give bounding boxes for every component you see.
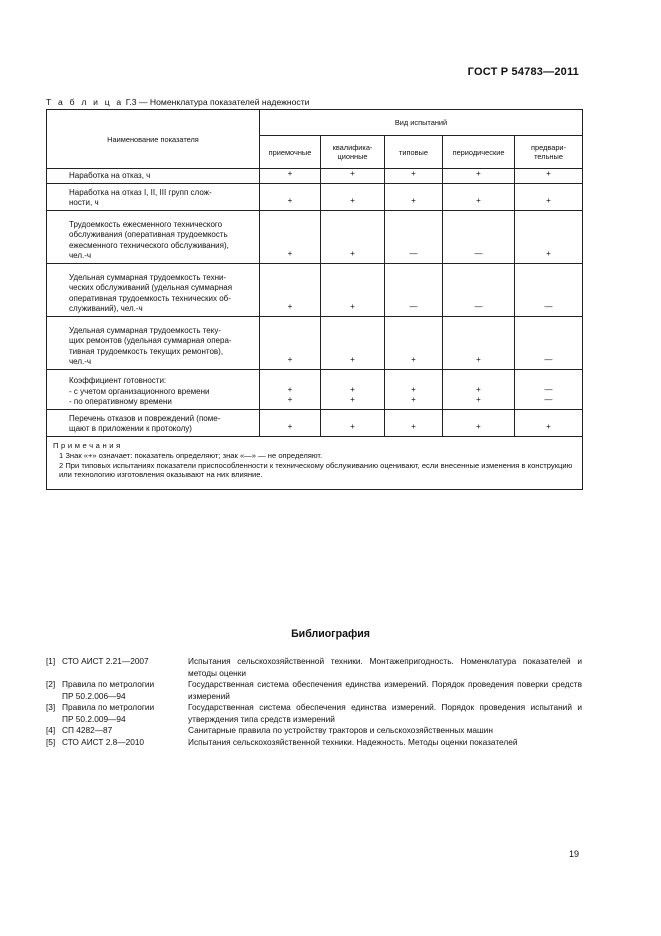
indicator-name-cell	[47, 264, 260, 317]
applicability-mark: +	[321, 184, 385, 211]
applicability-mark: — —	[515, 370, 583, 410]
table-row	[47, 184, 583, 211]
applicability-mark: +	[515, 410, 583, 437]
table-row	[47, 169, 583, 184]
page-number: 19	[568, 849, 579, 859]
table-row	[47, 264, 583, 317]
applicability-mark: +	[321, 410, 385, 437]
applicability-mark: + +	[443, 370, 515, 410]
table-caption-prefix: Т а б л и ц а	[46, 97, 124, 107]
applicability-mark: +	[260, 264, 321, 317]
applicability-mark: +	[385, 184, 443, 211]
bibliography-description: Государственная система обеспечения единства измерений. Порядок проведения испытаний и утверждения типа средств измерений	[188, 702, 582, 724]
indicator-name-cell	[47, 317, 260, 370]
bibliography-number: [5]	[46, 736, 56, 747]
notes-title: Примечания	[53, 441, 123, 451]
bibliography-description: Государственная система обеспечения единства измерений. Порядок проведения поверки средств измерений	[188, 679, 582, 701]
applicability-mark: +	[321, 264, 385, 317]
table-caption-text: Г.3 — Номенклатура показателей надежности	[123, 97, 310, 107]
table-caption	[46, 97, 309, 107]
indicator-name-cell	[47, 410, 260, 437]
applicability-mark: +	[260, 169, 321, 184]
bibliography-number: [1]	[46, 656, 56, 666]
bibliography-source: СП 4282—87	[62, 725, 113, 735]
col-group-header-test-type: Вид испытаний	[260, 110, 583, 136]
applicability-mark: +	[385, 317, 443, 370]
applicability-mark: + +	[260, 370, 321, 410]
applicability-mark: + +	[385, 370, 443, 410]
indicator-name-cell	[47, 184, 260, 211]
bibliography-description: Санитарные правила по устройству тракторов и сельскохозяйственных машин	[188, 725, 493, 735]
table-notes	[47, 437, 583, 490]
col-header-test-type: предвари- тельные	[515, 136, 583, 169]
bibliography-item	[46, 737, 582, 749]
note-item: 2 При типовых испытаниях показатели приспособленности к техническому обслуживанию оценивают, если внесенные изменения в конструкцию или технологию изготовления оказывают на них влияние.	[59, 460, 573, 480]
reliability-indicators-table	[46, 109, 583, 490]
indicator-name: Удельная суммарная трудоемкость техни- ческих обслуживаний (удельная суммарная оперативная трудоемкость технических об- служиваний), чел.-ч	[69, 272, 233, 313]
indicator-name-cell	[47, 169, 260, 184]
indicator-name: Наработка на отказ, ч	[69, 171, 151, 180]
bibliography-item	[46, 679, 582, 702]
bibliography-source: СТО АИСТ 2.8—2010	[62, 736, 145, 747]
bibliography-source: Правила по метрологии ПР 50.2.009—94	[62, 702, 155, 724]
col-header-test-type: квалифика- ционные	[321, 136, 385, 169]
applicability-mark: —	[515, 264, 583, 317]
col-header-indicator-name: Наименование показателя	[47, 110, 260, 169]
col-header-test-type: типовые	[385, 136, 443, 169]
indicator-name: Удельная суммарная трудоемкость теку- щих ремонтов (удельная суммарная опера- тивная трудоемкость текущих ремонтов), чел.-ч	[69, 325, 232, 366]
applicability-mark: +	[443, 317, 515, 370]
applicability-mark: +	[260, 317, 321, 370]
bibliography-title: Библиография	[291, 628, 370, 640]
document-code: ГОСТ Р 54783—2011	[467, 66, 579, 78]
applicability-mark: +	[321, 211, 385, 264]
bibliography-source: СТО АИСТ 2.21—2007	[62, 656, 149, 666]
applicability-mark: +	[321, 317, 385, 370]
applicability-mark: +	[260, 184, 321, 211]
bibliography-item	[46, 656, 582, 679]
applicability-mark: +	[515, 169, 583, 184]
bibliography-number: [2]	[46, 679, 56, 689]
applicability-mark: —	[515, 317, 583, 370]
applicability-mark: +	[385, 169, 443, 184]
table-row	[47, 410, 583, 437]
bibliography-description: Испытания сельскохозяйственной техники. Надежность. Методы оценки показателей	[188, 736, 518, 747]
applicability-mark: +	[515, 211, 583, 264]
col-header-test-type: приемочные	[260, 136, 321, 169]
bibliography-item	[46, 725, 582, 737]
indicator-name: Коэффициент готовности: - с учетом организационного времени - по оперативному времени	[69, 376, 210, 406]
indicator-name-cell	[47, 211, 260, 264]
applicability-mark: —	[443, 211, 515, 264]
table-row	[47, 211, 583, 264]
bibliography-description: Испытания сельскохозяйственной техники. Монтажепригодность. Номенклатура показателей и методы оценки	[188, 656, 582, 678]
indicator-name: Трудоемкость ежесменного технического обслуживания (оперативная трудоемкость ежесменного технического обслуживания), чел.-ч	[69, 219, 229, 260]
applicability-mark: +	[443, 169, 515, 184]
indicator-name: Перечень отказов и повреждений (поме- щают в приложении к протоколу)	[69, 413, 221, 433]
col-header-test-type: периодические	[443, 136, 515, 169]
applicability-mark: +	[443, 410, 515, 437]
bibliography-number: [3]	[46, 702, 56, 712]
bibliography-item	[46, 702, 582, 725]
bibliography-source: Правила по метрологии ПР 50.2.006—94	[62, 679, 155, 701]
table-row	[47, 317, 583, 370]
applicability-mark: +	[321, 169, 385, 184]
indicator-name-cell	[47, 370, 260, 410]
applicability-mark: —	[443, 264, 515, 317]
applicability-mark: + +	[321, 370, 385, 410]
applicability-mark: +	[260, 410, 321, 437]
bibliography-list	[46, 656, 582, 748]
applicability-mark: +	[260, 211, 321, 264]
applicability-mark: +	[385, 410, 443, 437]
indicator-name: Наработка на отказ I, II, III групп слож- ности, ч	[69, 187, 212, 207]
bibliography-number: [4]	[46, 725, 56, 735]
note-item: 1 Знак «+» означает: показатель определяют; знак «—» — не определяют.	[59, 451, 323, 460]
applicability-mark: —	[385, 264, 443, 317]
applicability-mark: +	[443, 184, 515, 211]
table-row	[47, 370, 583, 410]
applicability-mark: —	[385, 211, 443, 264]
applicability-mark: +	[515, 184, 583, 211]
